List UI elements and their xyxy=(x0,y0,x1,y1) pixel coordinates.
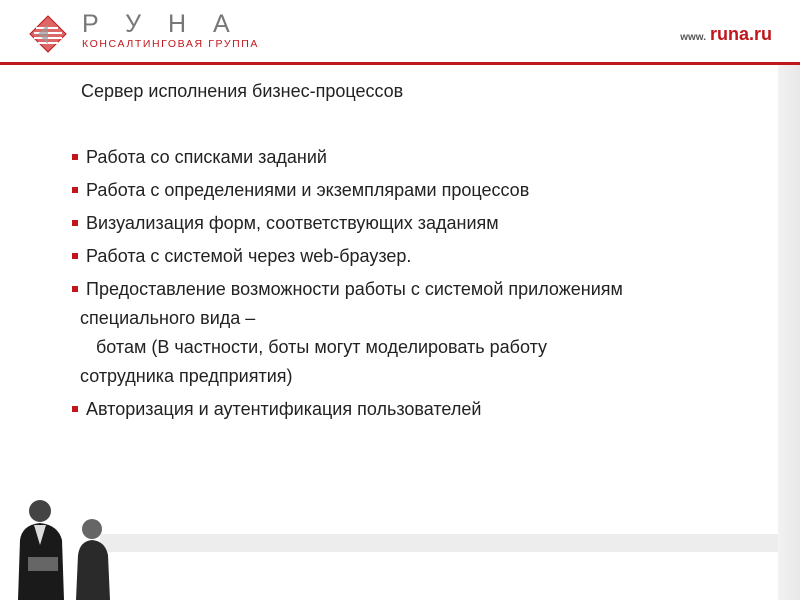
bullet-marker-icon xyxy=(72,406,78,412)
bullet-text: Визуализация форм, соответствующих заданиям xyxy=(86,213,499,233)
bullet-marker-icon xyxy=(72,220,78,226)
bullet-list xyxy=(72,143,772,428)
bullet-item xyxy=(72,143,772,172)
bullet-marker-icon xyxy=(72,187,78,193)
business-people-image xyxy=(8,495,118,600)
bottom-decor-band xyxy=(100,534,778,552)
brand-subtitle: КОНСАЛТИНГОВАЯ ГРУППА xyxy=(82,38,260,50)
bullet-item xyxy=(72,242,772,271)
bullet-text: Предоставление возможности работы с системой приложениям xyxy=(86,279,623,299)
bullet-item xyxy=(72,209,772,238)
brand-name: РУНА xyxy=(82,10,257,38)
bullet-marker-icon xyxy=(72,253,78,259)
bullet-text: Работа с определениями и экземплярами процессов xyxy=(86,180,530,200)
runa-logo-icon xyxy=(28,14,68,54)
slide-content xyxy=(0,65,778,535)
bullet-text: Работа со списками заданий xyxy=(86,147,327,167)
site-url[interactable] xyxy=(680,24,772,45)
right-decor-bar xyxy=(778,65,800,600)
bullet-text-continuation: ботам (В частности, боты могут моделировать работу xyxy=(96,337,548,357)
bullet-item xyxy=(72,395,772,424)
bullet-text-continuation: сотрудника предприятия) xyxy=(80,366,293,386)
bullet-item xyxy=(72,176,772,205)
bullet-text: Авторизация и аутентификация пользователей xyxy=(86,399,482,419)
header xyxy=(0,0,800,62)
bullet-text: Работа с системой через web-браузер. xyxy=(86,246,412,266)
bullet-text-continuation: специального вида – xyxy=(80,308,256,328)
site-url-main: runa.ru xyxy=(709,24,772,44)
slide-heading: Сервер исполнения бизнес-процессов xyxy=(81,81,404,101)
bullet-marker-icon xyxy=(72,154,78,160)
bullet-item xyxy=(72,275,772,391)
site-url-prefix: www. xyxy=(680,32,706,43)
bullet-marker-icon xyxy=(72,286,78,292)
